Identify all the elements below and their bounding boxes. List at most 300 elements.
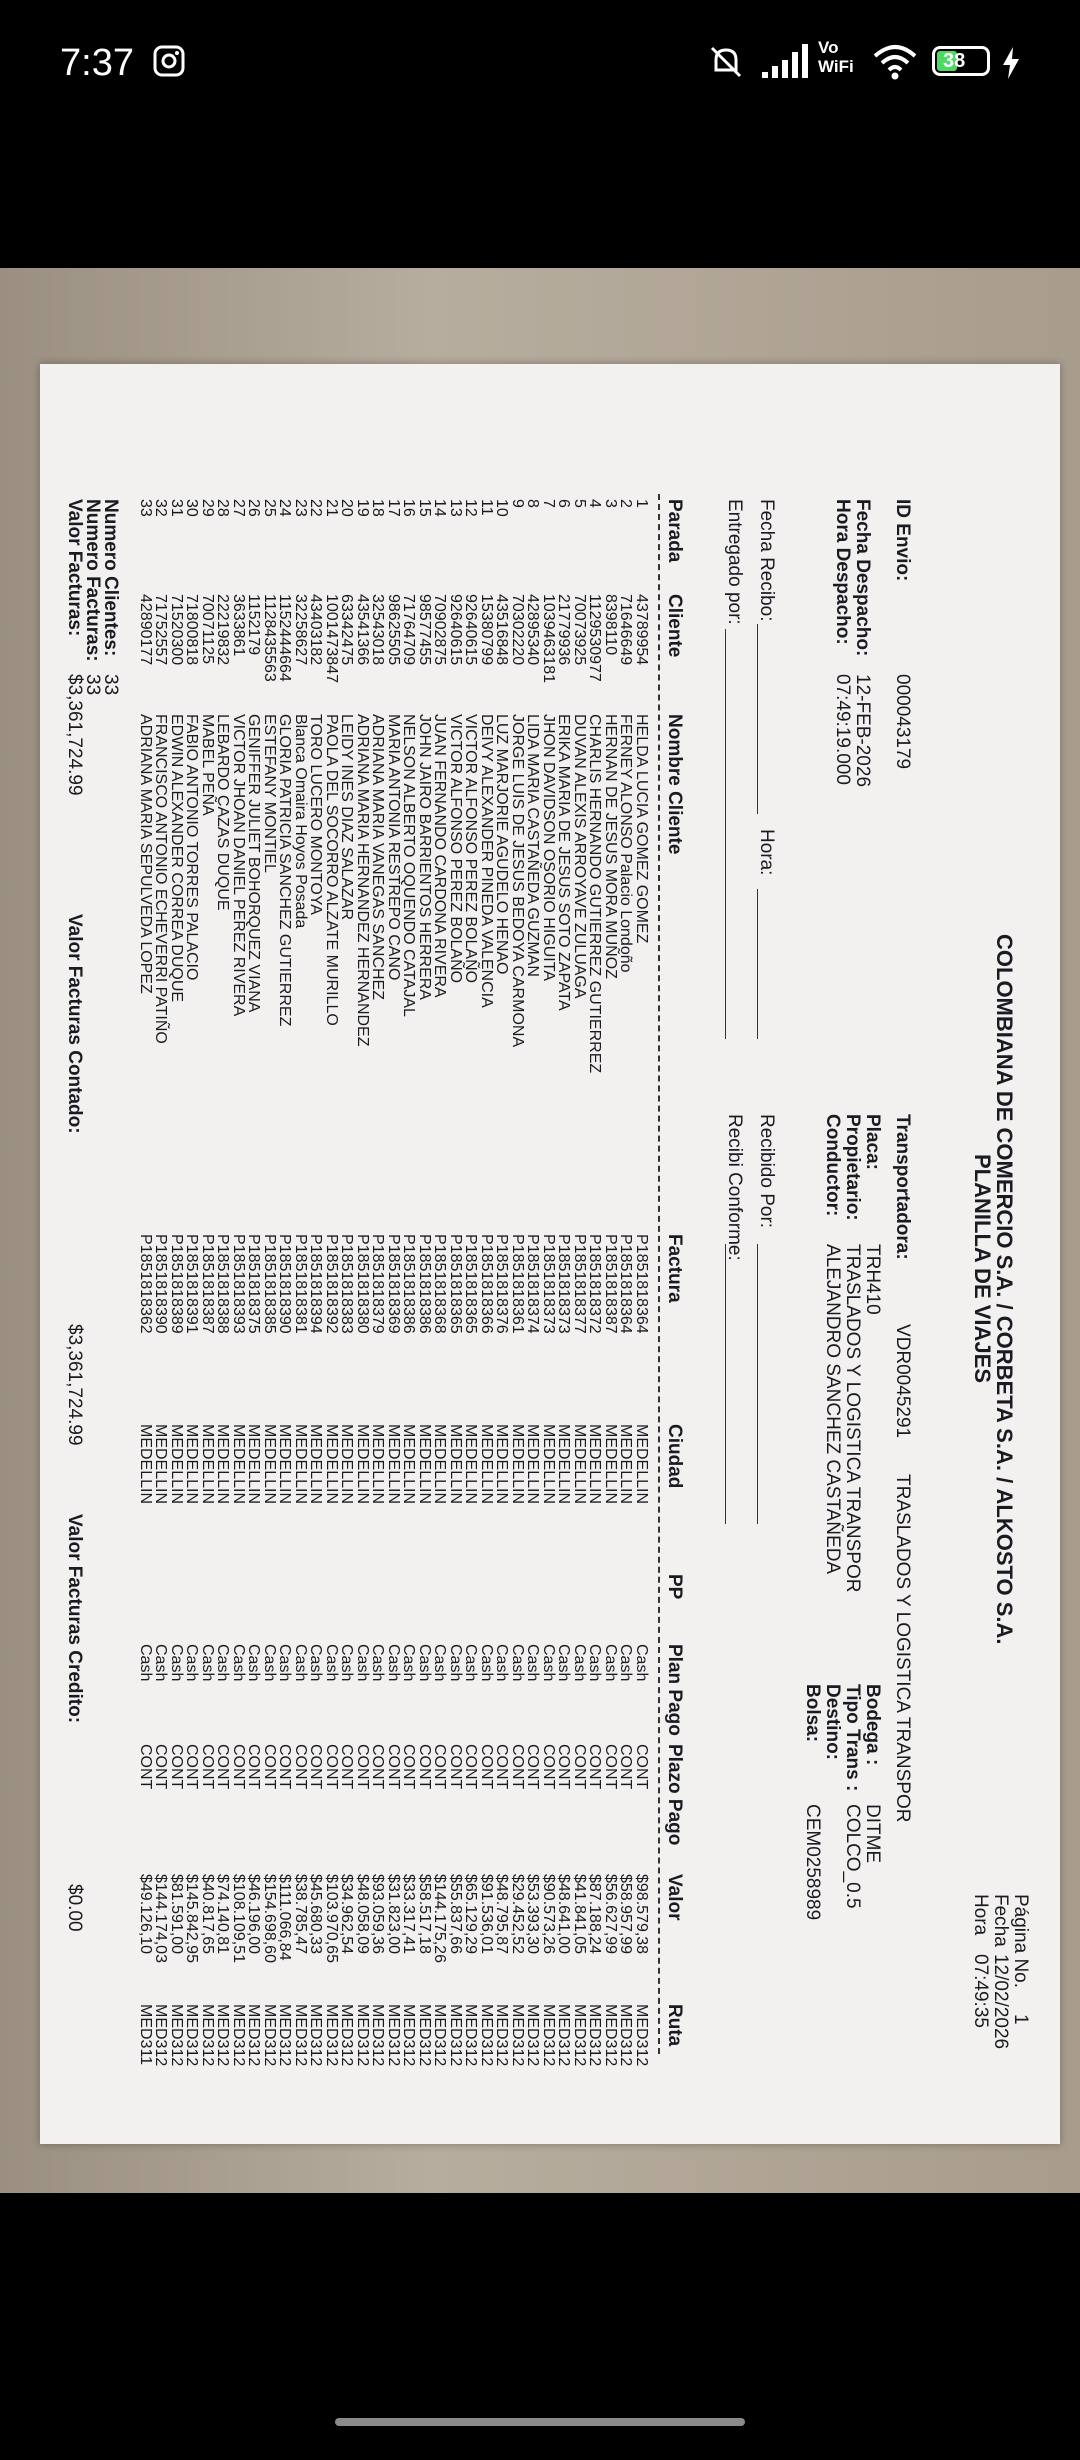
table-cell: Cash — [214, 1644, 232, 1682]
table-cell: 70071125 — [199, 594, 216, 664]
table-cell: MED312 — [338, 2004, 356, 2067]
document-photo — [0, 268, 1080, 2193]
num-clientes-label: Numero Clientes: — [100, 499, 121, 657]
table-cell: MED312 — [633, 2004, 650, 2067]
table-cell: $55.837,66 — [447, 1874, 464, 1955]
clock: 7:37 — [60, 42, 134, 84]
table-cell: $48.641,00 — [555, 1874, 573, 1955]
recibido-line — [757, 1244, 758, 1524]
pagina-label: Página No. — [1010, 1894, 1031, 1989]
table-cell: MED312 — [509, 2004, 526, 2067]
table-cell: P1851818375 — [245, 1234, 263, 1334]
table-cell: MEDELLIN — [478, 1424, 495, 1505]
entregado-line — [725, 629, 726, 1039]
table-cell: CONT — [261, 1744, 278, 1790]
table-cell: 2 — [617, 499, 635, 508]
table-cell: 16 — [400, 499, 418, 517]
table-cell: MEDELLIN — [137, 1424, 154, 1505]
table-cell: P1851818373 — [540, 1234, 557, 1334]
table-cell: MED312 — [292, 2004, 309, 2067]
table-cell: MEDELLIN — [230, 1424, 247, 1505]
table-cell: MED312 — [478, 2004, 495, 2067]
table-cell: 17 — [385, 499, 402, 517]
table-cell: MED312 — [168, 2004, 185, 2067]
hora-recibo-line — [757, 889, 758, 1039]
table-cell: FERNEY ALONSO Palacio Londoño — [617, 714, 635, 973]
table-cell: $144.175,26 — [431, 1874, 449, 1963]
table-cell: CONT — [354, 1744, 371, 1790]
fecha-despacho-value: 12-FEB-2026 — [852, 674, 873, 788]
table-cell: Cash — [183, 1644, 201, 1682]
table-cell: MEDELLIN — [261, 1424, 278, 1505]
table-cell: 15 — [416, 499, 433, 517]
table-cell: P1851818368 — [431, 1234, 449, 1334]
table-cell: MED312 — [152, 2004, 170, 2067]
table-cell: 9 — [509, 499, 526, 508]
table-cell: MEDELLIN — [555, 1424, 573, 1505]
table-cell: CONT — [307, 1744, 325, 1790]
table-cell: LEIDY INES DIAZ SALAZAR — [338, 714, 356, 920]
bolsa-value: CEM0258989 — [802, 1804, 823, 1921]
table-cell: JOHN JAIRO BARRIENTOS HERRERA — [416, 714, 433, 1000]
table-cell: VICTOR ALFONSO PEREZ BOLAÑO — [462, 714, 480, 984]
table-cell: $29.452,52 — [509, 1874, 526, 1955]
table-cell: MEDELLIN — [462, 1424, 480, 1505]
hora-label: Hora — [970, 1894, 991, 1936]
fecha-recibo-label: Fecha Recibo: — [756, 499, 777, 622]
fecha-value: 12/02/2026 — [990, 1954, 1011, 2050]
table-cell: 71800818 — [183, 594, 201, 666]
table-cell: CHARLIS HERNANDO GUTIERREZ GUTIERREZ — [586, 714, 604, 1074]
table-cell: 70302220 — [509, 594, 526, 666]
table-cell: $98.579,38 — [633, 1874, 650, 1955]
table-cell: MEDELLIN — [509, 1424, 526, 1505]
table-cell: PAOLA DEL SOCORRO ALZATE MURILLO — [323, 714, 340, 1026]
table-cell: $103.970,65 — [323, 1874, 340, 1963]
table-cell: CONT — [493, 1744, 511, 1790]
company-title: COLOMBIANA DE COMERCIO S.A. / CORBETA S.A. / ALKOSTO S.A. — [992, 934, 1017, 1645]
table-cell: P1851818364 — [633, 1234, 650, 1334]
table-cell: Cash — [199, 1644, 216, 1682]
table-cell: CONT — [555, 1744, 573, 1790]
table-cell: 1129530977 — [586, 594, 604, 682]
table-cell: $40.817,65 — [199, 1874, 216, 1955]
table-cell: P1851818391 — [183, 1234, 201, 1334]
table-cell: Cash — [617, 1644, 635, 1682]
table-cell: HERNAN DE JESUS MORA MUÑOZ — [602, 714, 619, 979]
table-cell: $91.536,01 — [478, 1874, 495, 1955]
table-cell: MED312 — [524, 2004, 542, 2067]
table-cell: Cash — [633, 1644, 650, 1682]
table-cell: 11 — [478, 499, 495, 516]
table-cell: 25 — [261, 499, 278, 517]
table-cell: 21779936 — [555, 594, 573, 666]
column-header: Factura — [664, 1234, 685, 1303]
pagina-value: 1 — [1010, 2014, 1031, 2025]
table-cell: P1851818381 — [292, 1234, 309, 1334]
table-cell: 4 — [586, 499, 604, 508]
table-cell: 27 — [230, 499, 247, 517]
table-cell: Cash — [137, 1644, 154, 1682]
table-cell: CONT — [400, 1744, 418, 1790]
table-cell: Cash — [478, 1644, 495, 1682]
table-cell: CONT — [168, 1744, 185, 1790]
table-cell: VICTOR ALFONSO PEREZ BOLAÑO — [447, 714, 464, 984]
table-cell: CONT — [416, 1744, 433, 1790]
table-cell: LEBARDO CAZAS DUQUE — [214, 714, 232, 911]
table-cell: 71520300 — [168, 594, 185, 666]
table-cell: JORGE LUIS DE JESUS BEDOYA CARMONA — [509, 714, 526, 1048]
table-cell: MED312 — [385, 2004, 402, 2067]
table-cell: CONT — [323, 1744, 340, 1790]
table-cell: 8398110 — [602, 594, 619, 656]
table-cell: 18 — [369, 499, 387, 517]
table-cell: CONT — [369, 1744, 387, 1790]
table-cell: MED312 — [416, 2004, 433, 2067]
table-cell: MEDELLIN — [571, 1424, 588, 1505]
table-cell: JUAN FERNANDO CARDONA RIVERA — [431, 714, 449, 998]
bodega-value: DITME — [862, 1804, 883, 1864]
num-facturas-label: Numero Facturas: — [82, 499, 103, 662]
placa-value: TRH410 — [862, 1244, 883, 1315]
table-cell: MED312 — [369, 2004, 387, 2067]
table-cell: FABIO ANTONIO TORRES PALACIO — [183, 714, 201, 981]
table-cell: 32258627 — [292, 594, 309, 666]
table-cell: MED312 — [617, 2004, 635, 2067]
table-cell: MEDELLIN — [276, 1424, 294, 1505]
num-clientes-value: 33 — [100, 674, 121, 696]
table-cell: MED312 — [307, 2004, 325, 2067]
table-cell: ESTEFANY MONTIEL — [261, 714, 278, 873]
table-cell: 22 — [307, 499, 325, 517]
table-cell: $31.823,00 — [385, 1874, 402, 1955]
table-cell: $49.126,10 — [137, 1874, 154, 1955]
table-cell: CONT — [617, 1744, 635, 1790]
table-cell: MED312 — [323, 2004, 340, 2067]
table-cell: P1851818392 — [323, 1234, 340, 1334]
table-cell: P1851818365 — [462, 1234, 480, 1334]
column-header: Cliente — [664, 594, 685, 658]
table-cell: 43516848 — [493, 594, 511, 666]
table-cell: 10 — [493, 499, 511, 517]
credito-value: $0.00 — [64, 1884, 85, 1932]
table-cell: 6 — [555, 499, 573, 508]
mute-icon — [706, 42, 746, 82]
table-cell: 33 — [137, 499, 154, 517]
table-cell: FRANCISCO ANTONIO ECHEVERRI PATIÑO — [152, 714, 170, 1044]
table-cell: P1851818386 — [400, 1234, 418, 1334]
table-cell: Cash — [230, 1644, 247, 1682]
table-cell: Cash — [540, 1644, 557, 1682]
table-cell: CONT — [447, 1744, 464, 1790]
table-cell: $53.393,30 — [524, 1874, 542, 1955]
table-cell: MARIA ANTONIA RESTREPO CANO — [385, 714, 402, 981]
fecha-recibo-line — [757, 624, 758, 814]
table-cell: MEDELLIN — [183, 1424, 201, 1505]
table-cell: P1851818369 — [385, 1234, 402, 1334]
table-cell: GENIFFER JULIET BOHORQUEZ VIANA — [245, 714, 263, 1013]
signal-icon — [760, 42, 812, 82]
table-cell: CONT — [214, 1744, 232, 1790]
table-cell: MEDELLIN — [354, 1424, 371, 1505]
table-cell: Cash — [276, 1644, 294, 1682]
table-cell: CONT — [478, 1744, 495, 1790]
table-cell: P1851818385 — [261, 1234, 278, 1334]
table-cell: MED312 — [214, 2004, 232, 2067]
table-cell: 26 — [245, 499, 263, 517]
fecha-label: Fecha — [990, 1894, 1011, 1947]
column-header: Nombre Cliente — [664, 714, 685, 855]
table-cell: 7 — [540, 499, 557, 508]
table-cell: P1851818377 — [571, 1234, 588, 1334]
table-cell: 71764709 — [400, 594, 418, 666]
table-cell: DEIVY ALEXANDER PINEDA VALENCIA — [478, 714, 495, 1008]
table-cell: Cash — [338, 1644, 356, 1682]
table-cell: 13 — [447, 499, 464, 517]
table-cell: 32543018 — [369, 594, 387, 666]
table-cell: CONT — [462, 1744, 480, 1790]
table-cell: Cash — [369, 1644, 387, 1682]
table-cell: Cash — [447, 1644, 464, 1682]
table-cell: CONT — [292, 1744, 309, 1790]
table-cell: P1851818383 — [338, 1234, 356, 1334]
placa-label: Placa: — [862, 1114, 883, 1170]
table-cell: Cash — [416, 1644, 433, 1682]
table-cell: $111.066,84 — [276, 1874, 294, 1961]
column-header: PP — [664, 1574, 685, 1600]
table-cell: 20 — [338, 499, 356, 517]
table-cell: MED312 — [447, 2004, 464, 2067]
column-header: Ruta — [664, 2004, 685, 2047]
document-subtitle: PLANILLA DE VIAJES — [970, 1154, 995, 1383]
table-cell: 22219832 — [214, 594, 232, 666]
planilla-de-viajes — [40, 364, 1060, 2124]
table-cell: 1001473847 — [323, 594, 340, 683]
table-cell: MED312 — [261, 2004, 278, 2067]
table-cell: Cash — [509, 1644, 526, 1682]
table-cell: CONT — [633, 1744, 650, 1790]
table-cell: 1152179 — [245, 594, 263, 656]
hora-recibo-label: Hora: — [756, 829, 777, 876]
table-cell: MEDELLIN — [493, 1424, 511, 1505]
table-cell: 19 — [354, 499, 371, 517]
table-cell: ADRIANA MARIA SEPULVEDA LOPEZ — [137, 714, 154, 994]
table-cell: Cash — [571, 1644, 588, 1682]
table-cell: CONT — [245, 1744, 263, 1790]
table-cell: 29 — [199, 499, 216, 517]
table-cell: CONT — [137, 1744, 154, 1790]
table-cell: $65.129,29 — [462, 1874, 480, 1955]
table-cell: MEDELLIN — [168, 1424, 185, 1505]
valor-facturas-value: $3,361,724.99 — [64, 674, 85, 796]
table-cell: 98625505 — [385, 594, 402, 666]
table-cell: P1851818372 — [586, 1234, 604, 1334]
table-cell: HELDA LUCIA GOMEZ GOMEZ — [633, 714, 650, 944]
table-cell: P1851818389 — [168, 1234, 185, 1334]
transportadora-code: VDR0045291 — [892, 1324, 913, 1439]
table-cell: NELSON ALBERTO OQUENDO CATAJAL — [400, 714, 418, 1017]
table-cell: Cash — [292, 1644, 309, 1682]
tipo-trans-value: COLCO_0.5 — [842, 1804, 863, 1909]
table-cell: 30 — [183, 499, 201, 517]
table-cell: 42890177 — [137, 594, 154, 666]
table-cell: MED312 — [230, 2004, 247, 2067]
home-gesture-bar[interactable] — [335, 2418, 745, 2426]
table-cell: Cash — [524, 1644, 542, 1682]
table-cell: GLORIA PATRICIA SANCHEZ GUTIERREZ — [276, 714, 294, 1027]
table-cell: $34.962,54 — [338, 1874, 356, 1955]
table-cell: MED312 — [354, 2004, 371, 2067]
column-header: Plazo Pago — [664, 1744, 685, 1846]
table-cell: 42895340 — [524, 594, 542, 666]
bolsa-label: Bolsa: — [802, 1684, 823, 1743]
table-cell: MEDELLIN — [338, 1424, 356, 1505]
table-cell: 63342475 — [338, 594, 356, 666]
id-envio-value: 000043179 — [892, 674, 913, 770]
table-cell: Cash — [431, 1644, 449, 1682]
table-cell: P1851818361 — [509, 1234, 526, 1334]
table-cell: MEDELLIN — [524, 1424, 542, 1505]
battery-level: 38 — [943, 50, 966, 72]
table-cell: MED311 — [137, 2004, 154, 2066]
table-cell: MEDELLIN — [602, 1424, 619, 1505]
table-cell: 28 — [214, 499, 232, 517]
table-cell: Cash — [385, 1644, 402, 1682]
table-cell: LUZ MARJORIE AGUDELO HENAO — [493, 714, 511, 975]
table-cell: $90.573,26 — [540, 1874, 557, 1955]
table-cell: 1128435563 — [261, 594, 278, 682]
table-cell: MED312 — [183, 2004, 201, 2067]
transportadora-label: Transportadora: — [892, 1114, 913, 1260]
conforme-line — [725, 1244, 726, 1524]
table-cell: $87.188,24 — [586, 1874, 604, 1955]
table-cell: 71752557 — [152, 594, 170, 666]
table-cell: $93.059,36 — [369, 1874, 387, 1955]
credito-label: Valor Facturas Credito: — [64, 1514, 85, 1724]
table-cell: 1152444664 — [276, 594, 294, 682]
table-cell: MED312 — [493, 2004, 511, 2067]
conductor-label: Conductor: — [822, 1114, 843, 1217]
table-cell: MED312 — [571, 2004, 588, 2067]
table-cell: $56.627,99 — [602, 1874, 619, 1955]
table-cell: P1851818364 — [617, 1234, 635, 1334]
table-cell: P1851818394 — [307, 1234, 325, 1334]
table-cell: 8 — [524, 499, 542, 508]
table-cell: MEDELLIN — [245, 1424, 263, 1505]
table-cell: 5 — [571, 499, 588, 508]
hora-value: 07:49:35 — [970, 1954, 991, 2028]
table-cell: Cash — [462, 1644, 480, 1682]
column-header: Plan Pago — [664, 1644, 685, 1736]
screenshot-app-icon — [152, 44, 186, 78]
table-cell: MEDELLIN — [431, 1424, 449, 1505]
paper-sheet — [40, 364, 1060, 2144]
table-cell: 3633861 — [230, 594, 247, 657]
table-cell: MEDELLIN — [307, 1424, 325, 1505]
table-cell: MEDELLIN — [214, 1424, 232, 1505]
table-cell: $45.680,33 — [307, 1874, 325, 1955]
table-cell: $108.109,51 — [230, 1874, 247, 1963]
id-envio-label: ID Envio: — [892, 499, 913, 582]
table-cell: CONT — [152, 1744, 170, 1790]
table-cell: MEDELLIN — [152, 1424, 170, 1505]
table-cell: CONT — [230, 1744, 247, 1790]
table-cell: 92640615 — [462, 594, 480, 666]
table-cell: MED312 — [276, 2004, 294, 2067]
header-rule — [658, 494, 660, 2054]
table-cell: CONT — [338, 1744, 356, 1790]
table-cell: P1851818379 — [369, 1234, 387, 1334]
table-cell: Cash — [168, 1644, 185, 1682]
table-cell: 32 — [152, 499, 170, 517]
table-cell: DUVAN ALEXIS ARROYAVE ZULUAGA — [571, 714, 588, 999]
table-cell: 43789954 — [633, 594, 650, 666]
table-cell: $81.591,00 — [168, 1874, 185, 1955]
table-cell: Blanca Omaira Hoyos Posada — [292, 714, 309, 929]
table-cell: 3 — [602, 499, 619, 508]
fecha-despacho-label: Fecha Despacho: — [852, 499, 873, 657]
conforme-label: Recibi Conforme: — [724, 1114, 745, 1261]
table-cell: 92640615 — [447, 594, 464, 666]
table-cell: MEDELLIN — [323, 1424, 340, 1505]
table-cell: $41.841,05 — [571, 1874, 588, 1955]
table-cell: CONT — [183, 1744, 201, 1790]
table-cell: Cash — [586, 1644, 604, 1682]
table-cell: $48.058,09 — [354, 1874, 371, 1955]
table-cell: LIDA MARIA CASTAÑEDA GUZMAN — [524, 714, 542, 977]
contado-label: Valor Facturas Contado: — [64, 914, 85, 1134]
battery-icon — [932, 46, 990, 76]
table-cell: 43541366 — [354, 594, 371, 666]
table-cell: ERIKA MARIA DE JESUS SOTO ZAPATA — [555, 714, 573, 1011]
table-cell: Cash — [245, 1644, 263, 1682]
table-cell: Cash — [555, 1644, 573, 1682]
table-cell: $154.698,60 — [261, 1874, 278, 1963]
table-cell: $48.795,87 — [493, 1874, 511, 1955]
table-cell: MEDELLIN — [586, 1424, 604, 1505]
table-cell: 15380799 — [478, 594, 495, 666]
recibido-label: Recibido Por: — [756, 1114, 777, 1229]
bodega-label: Bodega : — [862, 1684, 883, 1766]
table-cell: MEDELLIN — [617, 1424, 635, 1505]
table-cell: $144.174,03 — [152, 1874, 170, 1963]
table-cell: MEDELLIN — [540, 1424, 557, 1505]
table-cell: CONT — [509, 1744, 526, 1790]
table-cell: Cash — [354, 1644, 371, 1682]
table-cell: CONT — [571, 1744, 588, 1790]
table-cell: P1851818388 — [214, 1234, 232, 1334]
table-cell: P1851818390 — [152, 1234, 170, 1334]
table-cell: MED312 — [586, 2004, 604, 2067]
table-cell: MEDELLIN — [400, 1424, 418, 1505]
table-cell: MEDELLIN — [633, 1424, 650, 1505]
table-cell: P1851818362 — [137, 1234, 154, 1334]
table-cell: 1 — [633, 499, 650, 508]
table-cell: ADRIANA MARIA HERNANDEZ HERNANDEZ — [354, 714, 371, 1047]
propietario-value: TRASLADOS Y LOGISTICA TRANSPOR — [842, 1244, 863, 1593]
table-cell: Cash — [602, 1644, 619, 1682]
table-cell: P1851818387 — [199, 1234, 216, 1334]
table-cell: CONT — [199, 1744, 216, 1790]
valor-facturas-label: Valor Facturas: — [64, 499, 85, 637]
contado-value: $3,361,724.99 — [64, 1324, 85, 1446]
table-cell: $33.317,41 — [400, 1874, 418, 1955]
table-cell: 14 — [431, 499, 449, 517]
status-bar — [0, 0, 1080, 130]
table-cell: CONT — [524, 1744, 542, 1790]
table-cell: MED312 — [431, 2004, 449, 2067]
transportadora-name: TRASLADOS Y LOGISTICA TRANSPOR — [892, 1474, 913, 1823]
